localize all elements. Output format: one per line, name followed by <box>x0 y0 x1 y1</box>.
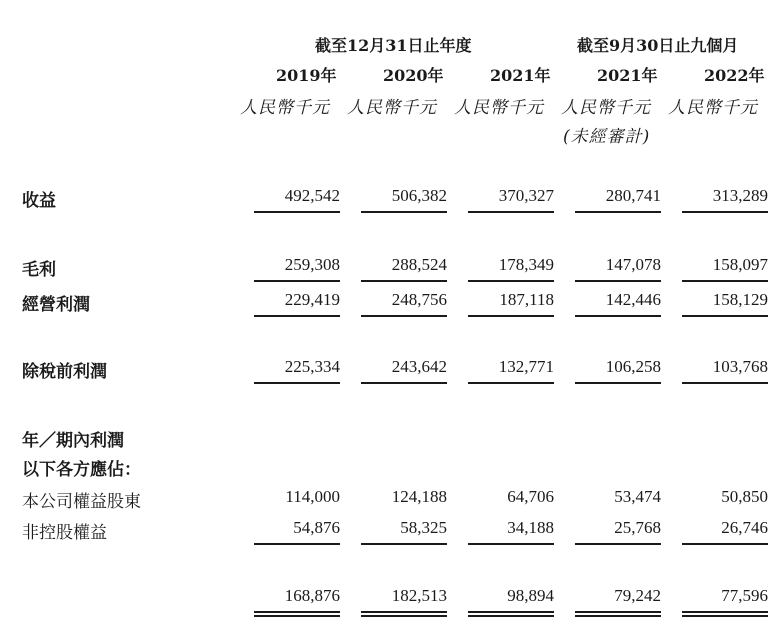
underline <box>468 315 554 317</box>
underline <box>361 280 447 282</box>
cell-operating-profit-2021: 187,118 <box>499 290 554 309</box>
underline <box>361 543 447 545</box>
cell-revenue-2022-9m: 313,289 <box>712 186 768 205</box>
cell-total-2021: 98,894 <box>507 586 554 605</box>
year-header-2021: 2021年 <box>490 66 551 85</box>
cell-revenue-2020: 506,382 <box>391 186 447 205</box>
row-label-non-controlling-interests: 非控股權益 <box>22 523 107 543</box>
cell-owners-2019: 114,000 <box>285 487 340 506</box>
cell-nci-2020: 58,325 <box>400 518 447 537</box>
row-label-profit-before-tax: 除稅前利潤 <box>22 362 107 382</box>
underline <box>575 280 661 282</box>
cell-total-2021-9m: 79,242 <box>614 586 661 605</box>
underline <box>254 280 340 282</box>
underline <box>575 211 661 213</box>
double-underline <box>575 611 661 613</box>
cell-owners-2021-9m: 53,474 <box>614 487 661 506</box>
cell-gross-profit-2021-9m: 147,078 <box>605 255 661 274</box>
row-label-gross-profit: 毛利 <box>22 260 56 280</box>
year-header-2019: 2019年 <box>276 66 337 85</box>
cell-gross-profit-2021: 178,349 <box>498 255 554 274</box>
cell-nci-2021: 34,188 <box>507 518 554 537</box>
cell-nci-2022-9m: 26,746 <box>721 518 768 537</box>
double-underline <box>361 615 447 617</box>
underline <box>361 382 447 384</box>
header-group-year-ended: 截至12月31日止年度 <box>315 36 472 55</box>
cell-operating-profit-2020: 248,756 <box>391 290 447 309</box>
row-label-operating-profit: 經營利潤 <box>22 295 90 315</box>
cell-total-2022-9m: 77,596 <box>721 586 768 605</box>
unit-label-col2: 人民幣千元 <box>347 98 437 118</box>
cell-gross-profit-2022-9m: 158,097 <box>712 255 768 274</box>
section-heading-profit-for-period: 年／期內利潤 <box>22 431 124 451</box>
cell-owners-2020: 124,188 <box>391 487 447 506</box>
underline <box>682 543 768 545</box>
cell-nci-2019: 54,876 <box>293 518 340 537</box>
section-heading-attributable-to: 以下各方應佔： <box>22 460 141 480</box>
underline <box>254 382 340 384</box>
cell-nci-2021-9m: 25,768 <box>614 518 661 537</box>
unit-label-col1: 人民幣千元 <box>240 98 330 118</box>
unit-label-col4: 人民幣千元 <box>561 98 651 118</box>
cell-revenue-2021: 370,327 <box>498 186 554 205</box>
cell-operating-profit-2021-9m: 142,446 <box>605 290 661 309</box>
underline <box>254 211 340 213</box>
cell-owners-2021: 64,706 <box>507 487 554 506</box>
cell-total-2019: 168,876 <box>284 586 340 605</box>
underline <box>682 315 768 317</box>
cell-revenue-2019: 492,542 <box>284 186 340 205</box>
unit-label-col3: 人民幣千元 <box>454 98 544 118</box>
header-group-nine-months: 截至9月30日止九個月 <box>577 36 739 55</box>
unit-label-col5: 人民幣千元 <box>668 98 758 118</box>
cell-pbt-2022-9m: 103,768 <box>712 357 768 376</box>
double-underline <box>468 615 554 617</box>
cell-gross-profit-2019: 259,308 <box>284 255 340 274</box>
double-underline <box>254 615 340 617</box>
double-underline <box>682 611 768 613</box>
underline <box>682 280 768 282</box>
cell-operating-profit-2019: 229,419 <box>284 290 340 309</box>
double-underline <box>361 611 447 613</box>
underline <box>361 211 447 213</box>
cell-pbt-2019: 225,334 <box>284 357 340 376</box>
unaudited-note: (未經審計) <box>563 127 651 147</box>
double-underline <box>575 615 661 617</box>
cell-owners-2022-9m: 50,850 <box>721 487 768 506</box>
cell-operating-profit-2022-9m: 158,129 <box>712 290 768 309</box>
row-label-equity-shareholders: 本公司權益股東 <box>22 492 141 512</box>
cell-revenue-2021-9m: 280,741 <box>605 186 661 205</box>
underline <box>468 382 554 384</box>
year-header-2021-nine-months: 2021年 <box>597 66 658 85</box>
underline <box>468 280 554 282</box>
row-label-revenue: 收益 <box>22 191 56 211</box>
cell-pbt-2021: 132,771 <box>498 357 554 376</box>
cell-pbt-2020: 243,642 <box>391 357 447 376</box>
cell-gross-profit-2020: 288,524 <box>391 255 447 274</box>
underline <box>575 382 661 384</box>
underline <box>468 211 554 213</box>
underline <box>468 543 554 545</box>
double-underline <box>682 615 768 617</box>
double-underline <box>468 611 554 613</box>
year-header-2020: 2020年 <box>383 66 444 85</box>
underline <box>254 315 340 317</box>
underline <box>361 315 447 317</box>
underline <box>254 543 340 545</box>
cell-pbt-2021-9m: 106,258 <box>605 357 661 376</box>
double-underline <box>254 611 340 613</box>
cell-total-2020: 182,513 <box>391 586 447 605</box>
year-header-2022-nine-months: 2022年 <box>704 66 765 85</box>
underline <box>682 211 768 213</box>
underline <box>575 543 661 545</box>
underline <box>682 382 768 384</box>
underline <box>575 315 661 317</box>
